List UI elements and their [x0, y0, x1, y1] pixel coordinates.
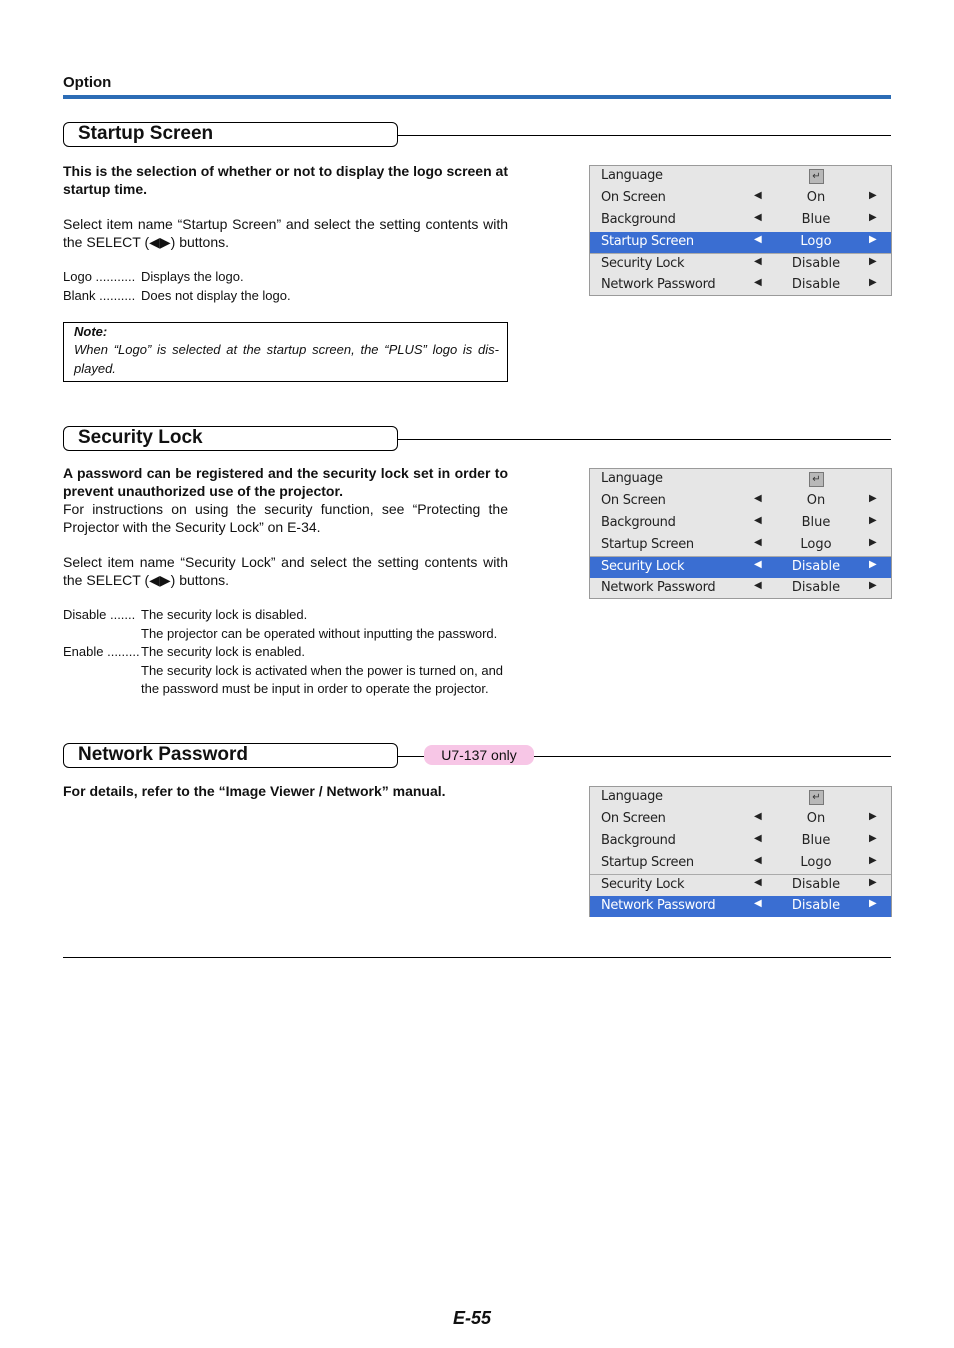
- security-lock-heading: [63, 426, 891, 452]
- option-def: [141, 606, 513, 643]
- menu-label: Security Lock: [601, 559, 685, 574]
- header-rule: [63, 95, 891, 99]
- page-number: E-55: [453, 1308, 492, 1328]
- security-intro-rest: For instructions on using the security function, see “Protecting the Projector with the Security Lock” on E-34.: [63, 501, 508, 535]
- menu-value: Blue: [801, 212, 831, 227]
- arrow-right-icon: ▶: [869, 256, 877, 267]
- menu-value: Disable: [791, 877, 841, 892]
- menu-row-security-lock: [590, 874, 891, 896]
- arrow-left-icon: ◀: [754, 877, 762, 888]
- menu-row-on-screen: [590, 809, 891, 830]
- menu-row-language: [590, 469, 891, 490]
- menu-label: Network Password: [601, 580, 716, 595]
- arrow-right-icon: ▶: [869, 234, 877, 245]
- heading-title: Network Password: [78, 744, 248, 765]
- menu-label: Background: [601, 212, 676, 227]
- arrow-right-icon: ▶: [869, 515, 877, 526]
- enter-icon: ↵: [809, 790, 824, 805]
- menu-row-background: [590, 210, 891, 231]
- option-term: Logo ...........: [63, 269, 136, 284]
- security-intro: A password can be registered and the security lock set in order to prevent unauthorized use of the projector.: [63, 465, 508, 499]
- startup-intro: This is the selection of whether or not to display the logo screen at startup time.: [63, 163, 508, 197]
- menu-row-on-screen: [590, 188, 891, 209]
- menu-label: On Screen: [601, 493, 666, 508]
- menu-label: Language: [601, 789, 663, 804]
- arrow-right-icon: ▶: [869, 580, 877, 591]
- arrow-right-icon: ▶: [869, 537, 877, 548]
- startup-options: [63, 268, 513, 305]
- menu-value: Logo: [800, 234, 832, 249]
- arrow-right-icon: ▶: [869, 855, 877, 866]
- menu-row-background: [590, 513, 891, 534]
- option-def-line: The security lock is activated when the power is turned on, and the password must be input in order to operate the projector.: [141, 662, 504, 696]
- option-term: Disable .......: [63, 607, 136, 622]
- menu-row-network-password: [590, 578, 891, 599]
- arrow-left-icon: ◀: [754, 559, 762, 570]
- menu-row-security-lock: [590, 556, 891, 578]
- enter-icon: ↵: [809, 169, 824, 184]
- menu-label: Network Password: [601, 277, 716, 292]
- menu-value: Disable: [791, 580, 841, 595]
- menu-label: Startup Screen: [601, 234, 694, 249]
- arrow-left-icon: ◀: [754, 811, 762, 822]
- arrow-left-icon: ◀: [754, 277, 762, 288]
- option-row: [63, 268, 513, 287]
- option-def-line: The security lock is enabled.: [141, 644, 306, 659]
- menu-row-on-screen: [590, 491, 891, 512]
- menu-screenshot-network: [589, 786, 892, 917]
- menu-row-security-lock: [590, 253, 891, 275]
- arrow-left-icon: ◀: [754, 190, 762, 201]
- note-title: Note:: [74, 324, 108, 339]
- heading-title: Startup Screen: [78, 123, 214, 144]
- arrow-right-icon: ▶: [869, 898, 877, 909]
- option-row: [63, 287, 513, 306]
- enter-icon: ↵: [809, 472, 824, 487]
- heading-rule: [398, 439, 891, 440]
- section-label: Option: [63, 74, 112, 91]
- option-def-line: The security lock is disabled.: [141, 607, 308, 622]
- arrow-right-icon: ▶: [869, 493, 877, 504]
- menu-label: Startup Screen: [601, 855, 694, 870]
- menu-row-network-password: [590, 275, 891, 296]
- menu-value: Blue: [801, 515, 831, 530]
- menu-label: Language: [601, 471, 663, 486]
- menu-label: Language: [601, 168, 663, 183]
- option-row: [63, 606, 513, 643]
- menu-value: Blue: [801, 833, 831, 848]
- arrow-right-icon: ▶: [869, 833, 877, 844]
- option-term: Enable .........: [63, 644, 140, 659]
- menu-value: Disable: [791, 256, 841, 271]
- menu-value: Disable: [791, 898, 841, 913]
- menu-row-startup-screen: [590, 232, 891, 253]
- note-body: When “Logo” is selected at the startup screen, the “PLUS” logo is dis-played.: [74, 342, 499, 376]
- menu-row-startup-screen: [590, 853, 891, 874]
- menu-label: Background: [601, 833, 676, 848]
- option-def: Does not display the logo.: [141, 287, 291, 303]
- option-def: Displays the logo.: [141, 269, 244, 284]
- heading-rule: [398, 135, 891, 136]
- arrow-left-icon: ◀: [754, 256, 762, 267]
- arrow-left-icon: ◀: [754, 898, 762, 909]
- menu-value: On: [806, 190, 826, 205]
- menu-label: Startup Screen: [601, 537, 694, 552]
- menu-label: Network Password: [601, 898, 716, 913]
- arrow-left-icon: ◀: [754, 493, 762, 504]
- menu-value: Logo: [800, 537, 832, 552]
- menu-value: Disable: [791, 559, 841, 574]
- menu-row-background: [590, 831, 891, 852]
- arrow-left-icon: ◀: [754, 833, 762, 844]
- network-password-heading: [63, 743, 891, 769]
- arrow-right-icon: ▶: [869, 811, 877, 822]
- option-row: [63, 643, 513, 699]
- menu-screenshot-startup: [589, 165, 892, 296]
- menu-label: On Screen: [601, 190, 666, 205]
- arrow-right-icon: ▶: [869, 559, 877, 570]
- menu-label: Background: [601, 515, 676, 530]
- menu-label: Security Lock: [601, 877, 685, 892]
- heading-title: Security Lock: [78, 427, 203, 448]
- security-options: [63, 606, 513, 699]
- menu-value: Logo: [800, 855, 832, 870]
- arrow-right-icon: ▶: [869, 190, 877, 201]
- menu-screenshot-security: [589, 468, 892, 599]
- arrow-left-icon: ◀: [754, 515, 762, 526]
- menu-label: On Screen: [601, 811, 666, 826]
- menu-row-network-password: [590, 896, 891, 917]
- startup-screen-heading: [63, 122, 891, 148]
- security-instruction: Select item name “Security Lock” and select the setting contents with the SELECT (◀▶) buttons.: [63, 554, 508, 588]
- menu-row-language: [590, 787, 891, 808]
- menu-row-startup-screen: [590, 535, 891, 556]
- option-def: [141, 643, 513, 699]
- startup-instruction: Select item name “Startup Screen” and select the setting contents with the SELECT (◀▶) buttons.: [63, 216, 508, 250]
- option-term: Blank ..........: [63, 287, 136, 303]
- arrow-right-icon: ▶: [869, 277, 877, 288]
- menu-row-language: [590, 166, 891, 187]
- note-box: [63, 322, 508, 382]
- network-intro: For details, refer to the “Image Viewer / Network” manual.: [63, 783, 446, 799]
- arrow-left-icon: ◀: [754, 212, 762, 223]
- menu-label: Security Lock: [601, 256, 685, 271]
- menu-value: Disable: [791, 277, 841, 292]
- menu-value: On: [806, 493, 826, 508]
- arrow-left-icon: ◀: [754, 234, 762, 245]
- arrow-left-icon: ◀: [754, 855, 762, 866]
- arrow-right-icon: ▶: [869, 212, 877, 223]
- footer-rule: [63, 957, 891, 958]
- arrow-left-icon: ◀: [754, 580, 762, 591]
- arrow-left-icon: ◀: [754, 537, 762, 548]
- option-def-line: The projector can be operated without inputting the password.: [141, 625, 498, 641]
- menu-value: On: [806, 811, 826, 826]
- model-badge: U7-137 only: [424, 745, 534, 765]
- arrow-right-icon: ▶: [869, 877, 877, 888]
